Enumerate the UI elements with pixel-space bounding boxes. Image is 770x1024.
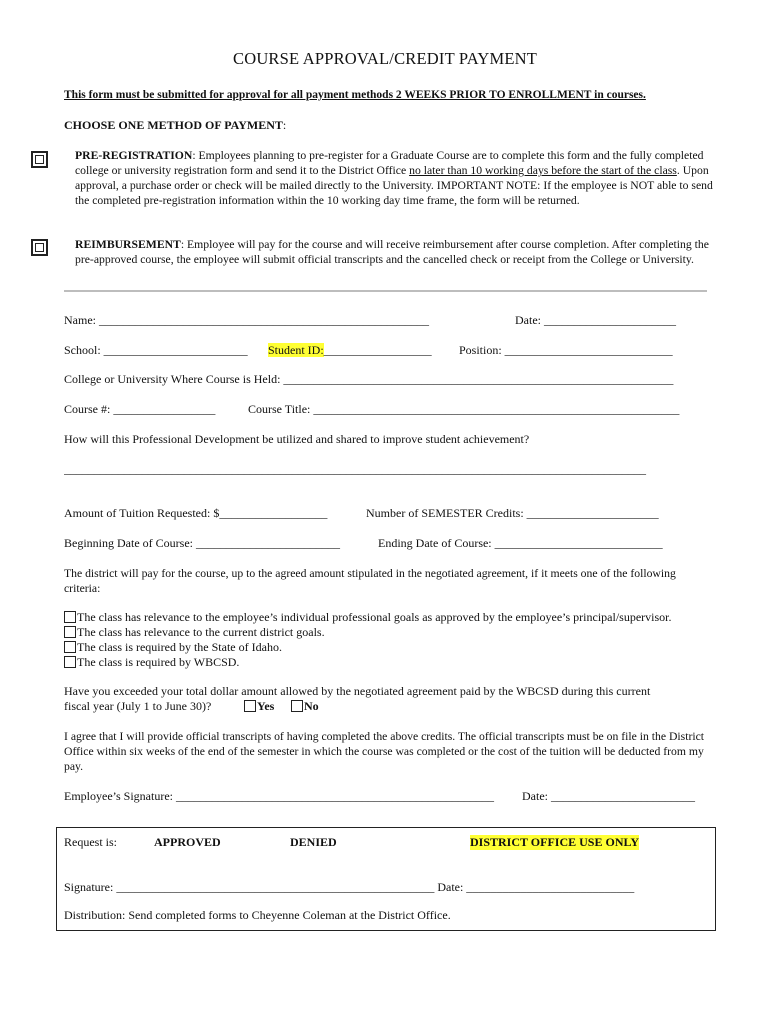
page-title: COURSE APPROVAL/CREDIT PAYMENT	[233, 49, 537, 68]
distribution-note: Distribution: Send completed forms to Cheyenne Coleman at the District Office.	[64, 908, 451, 922]
transcript-agreement: I agree that I will provide official transcripts of having completed the above credits. The official transcripts must be on file in the District Office within six weeks of the end of the semester in which the course was completed or the cost of the tuition will be deducted from my pay.	[64, 730, 705, 773]
approved-option[interactable]: APPROVED	[154, 835, 221, 849]
position-field[interactable]: Position: ____________________________	[459, 343, 673, 357]
college-field[interactable]: College or University Where Course is Held: _________________________________________________________________	[64, 372, 674, 386]
no-option[interactable]: No	[291, 699, 319, 714]
school-field[interactable]: School: ________________________	[64, 343, 248, 357]
pre-registration-paragraph: PRE-REGISTRATION: Employees planning to pre-register for a Graduate Course are to complete this form and the fully completed college or university registration form and send it to the District Office no later than 10 working days before the start of the class. Upon approval, a purchase order or check will be mailed directly to the University. IMPORTANT NOTE: If the employee is NOT able to send the completed pre-registration information within the 10 working day time frame, the form will be returned.	[75, 149, 713, 207]
pre-registration-checkbox[interactable]	[31, 151, 48, 168]
office-signature-field[interactable]: Signature: _____________________________________________________ Date: ____________________________	[64, 880, 635, 894]
submission-notice: This form must be submitted for approval for all payment methods 2 WEEKS PRIOR TO ENROLLMENT in courses.	[64, 89, 646, 101]
section-divider	[64, 290, 707, 292]
yes-option[interactable]: Yes	[244, 699, 274, 714]
payment-method-heading: CHOOSE ONE METHOD OF PAYMENT:	[64, 118, 287, 132]
no-checkbox[interactable]	[291, 700, 303, 712]
criteria-checkbox[interactable]	[64, 611, 76, 623]
criteria-item: The class has relevance to the current district goals.	[64, 625, 325, 640]
criteria-checkbox[interactable]	[64, 626, 76, 638]
criteria-checkbox[interactable]	[64, 656, 76, 668]
criteria-item: The class is required by WBCSD.	[64, 655, 239, 670]
employee-signature-field[interactable]: Employee’s Signature: _____________________________________________________	[64, 789, 494, 803]
exceeded-question-line2: fiscal year (July 1 to June 30)?	[64, 699, 212, 713]
student-id-label: Student ID:	[268, 343, 324, 357]
reimbursement-paragraph: REIMBURSEMENT: Employee will pay for the course and will receive reimbursement after course completion. After completing the pre-approved course, the employee will submit official transcripts and the cancelled check or receipt from the College or University.	[75, 238, 709, 266]
yes-checkbox[interactable]	[244, 700, 256, 712]
criteria-intro: The district will pay for the course, up to the agreed amount stipulated in the negotiated agreement, if it meets one of the following criteria:	[64, 567, 676, 595]
criteria-item: The class has relevance to the employee’s individual professional goals as approved by the employee’s principal/supervisor.	[64, 610, 672, 625]
criteria-checkbox[interactable]	[64, 641, 76, 653]
request-label: Request is:	[64, 835, 117, 849]
name-field[interactable]: Name: _______________________________________________________	[64, 313, 429, 327]
district-office-use-label: DISTRICT OFFICE USE ONLY	[470, 835, 640, 849]
student-id-field[interactable]: Student ID:__________________	[268, 343, 432, 357]
pd-question: How will this Professional Development be utilized and shared to improve student achievement?	[64, 432, 530, 446]
date-field[interactable]: Date: ______________________	[515, 313, 676, 327]
course-title-field[interactable]: Course Title: _____________________________________________________________	[248, 402, 680, 416]
beginning-date-field[interactable]: Beginning Date of Course: ________________________	[64, 536, 340, 550]
tuition-field[interactable]: Amount of Tuition Requested: $__________________	[64, 506, 328, 520]
exceeded-question: Have you exceeded your total dollar amount allowed by the negotiated agreement paid by the WBCSD during this current	[64, 684, 651, 698]
denied-option[interactable]: DENIED	[290, 835, 337, 849]
criteria-item: The class is required by the State of Idaho.	[64, 640, 282, 655]
employee-date-field[interactable]: Date: ________________________	[522, 789, 695, 803]
reimbursement-heading: REIMBURSEMENT	[75, 238, 181, 251]
credits-field[interactable]: Number of SEMESTER Credits: ______________________	[366, 506, 659, 520]
ending-date-field[interactable]: Ending Date of Course: ____________________________	[378, 536, 663, 550]
pre-registration-heading: PRE-REGISTRATION	[75, 149, 193, 162]
course-number-field[interactable]: Course #: _________________	[64, 402, 216, 416]
reimbursement-checkbox[interactable]	[31, 239, 48, 256]
pd-answer-line[interactable]: _________________________________________________________________________________________________	[64, 462, 646, 476]
